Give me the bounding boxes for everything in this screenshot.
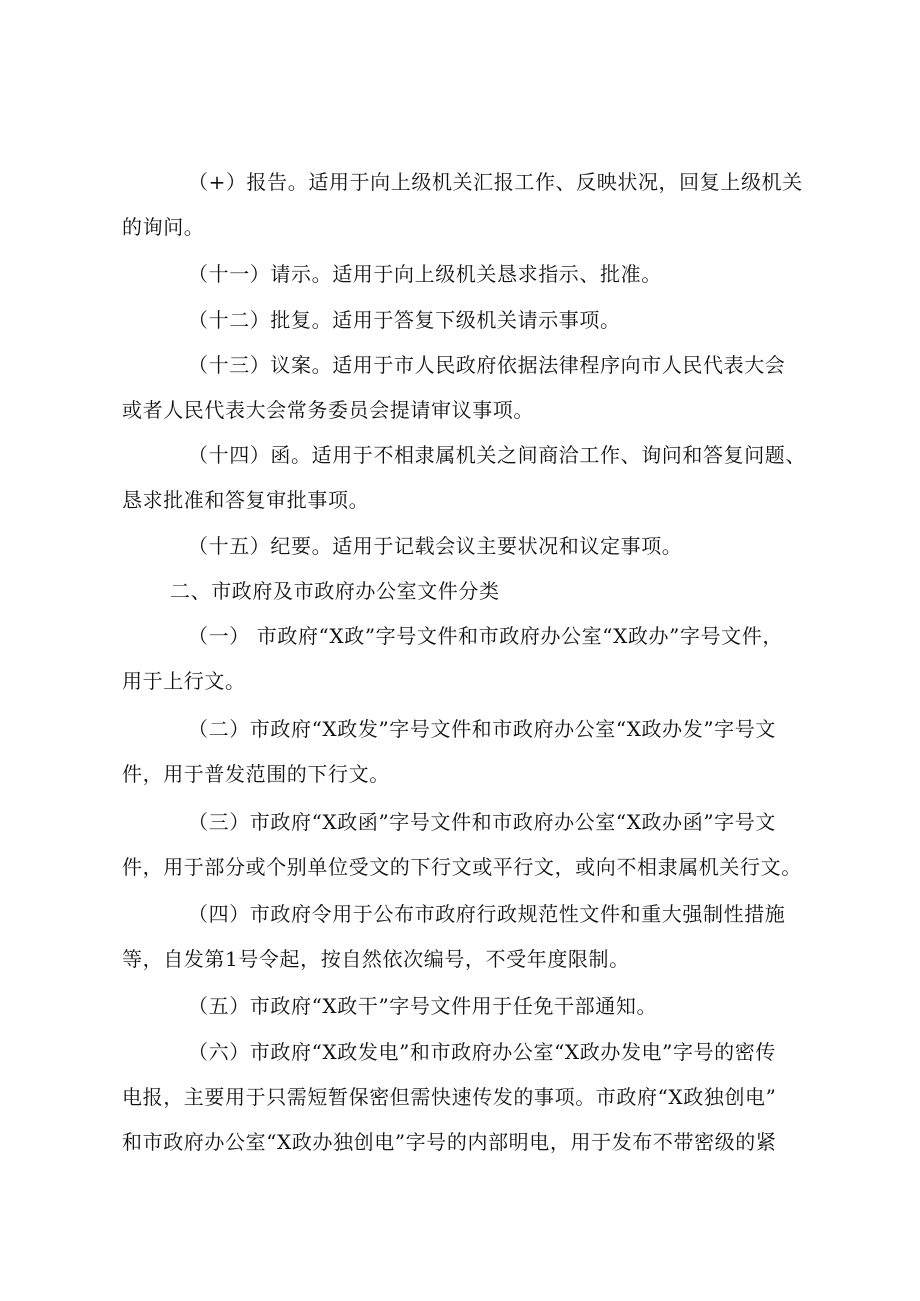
paragraph-line: （六）市政府“X政发电”和市政府办公室“X政办发电”字号的密传 [188,1040,776,1064]
paragraph-line: 件，用于普发范围的下行文。 [122,762,390,786]
paragraph-motion [122,343,814,433]
paragraph-line: （+）报告。适用于向上级机关汇报工作、反映状况，回复上级机关 [188,170,803,194]
paragraph-class-5 [122,984,814,1029]
paragraph-line: 恳求批准和答复审批事项。 [122,488,370,512]
paragraph-line: （十二）批复。适用于答复下级机关请示事项。 [188,308,621,332]
paragraph-line: 用于上行文。 [122,669,246,693]
section-heading-classification [122,569,814,614]
paragraph-line: （十三）议案。适用于市人民政府依据法律程序向市人民代表大会 [188,353,786,377]
paragraph-line: （五）市政府“X政干”字号文件用于任免干部通知。 [188,994,658,1018]
section-heading-line: 二、市政府及市政府办公室文件分类 [170,579,500,603]
paragraph-letter [122,433,814,523]
paragraph-minutes [122,524,814,569]
paragraph-line: 件，用于部分或个别单位受文的下行文或平行文，或向不相隶属机关行文。 [122,855,802,879]
paragraph-class-6 [122,1030,814,1165]
paragraph-class-4 [122,892,814,982]
paragraph-class-2 [122,707,814,797]
paragraph-line: （二）市政府“X政发”字号文件和市政府办公室“X政办发”字号文 [188,717,776,741]
paragraph-class-1 [122,614,814,704]
paragraph-line: （十四）函。适用于不相隶属机关之间商洽工作、询问和答复问题、 [188,443,806,467]
paragraph-line: （三）市政府“X政函”字号文件和市政府办公室“X政办函”字号文 [188,810,776,834]
paragraph-line: （一） 市政府“X政”字号文件和市政府办公室“X政办”字号文件， [188,624,783,648]
paragraph-line: 或者人民代表大会常务委员会提请审议事项。 [122,398,534,422]
paragraph-line: 和市政府办公室“X政办独创电”字号的内部明电，用于发布不带密级的紧 [122,1130,777,1154]
paragraph-line: （十一）请示。适用于向上级机关恳求指示、批准。 [188,262,662,286]
paragraph-request [122,252,814,297]
paragraph-line: 的询问。 [122,215,205,239]
paragraph-line: 等，自发第1号令起，按自然依次编号，不受年度限制。 [122,947,630,971]
paragraph-reply [122,298,814,343]
paragraph-line: （四）市政府令用于公布市政府行政规范性文件和重大强制性措施 [188,902,786,926]
paragraph-line: （十五）纪要。适用于记载会议主要状况和议定事项。 [188,534,683,558]
paragraph-report [122,160,814,250]
paragraph-line: 电报，主要用于只需短暂保密但需快速传发的事项。市政府“X政独创电” [122,1085,777,1109]
paragraph-class-3 [122,800,814,890]
